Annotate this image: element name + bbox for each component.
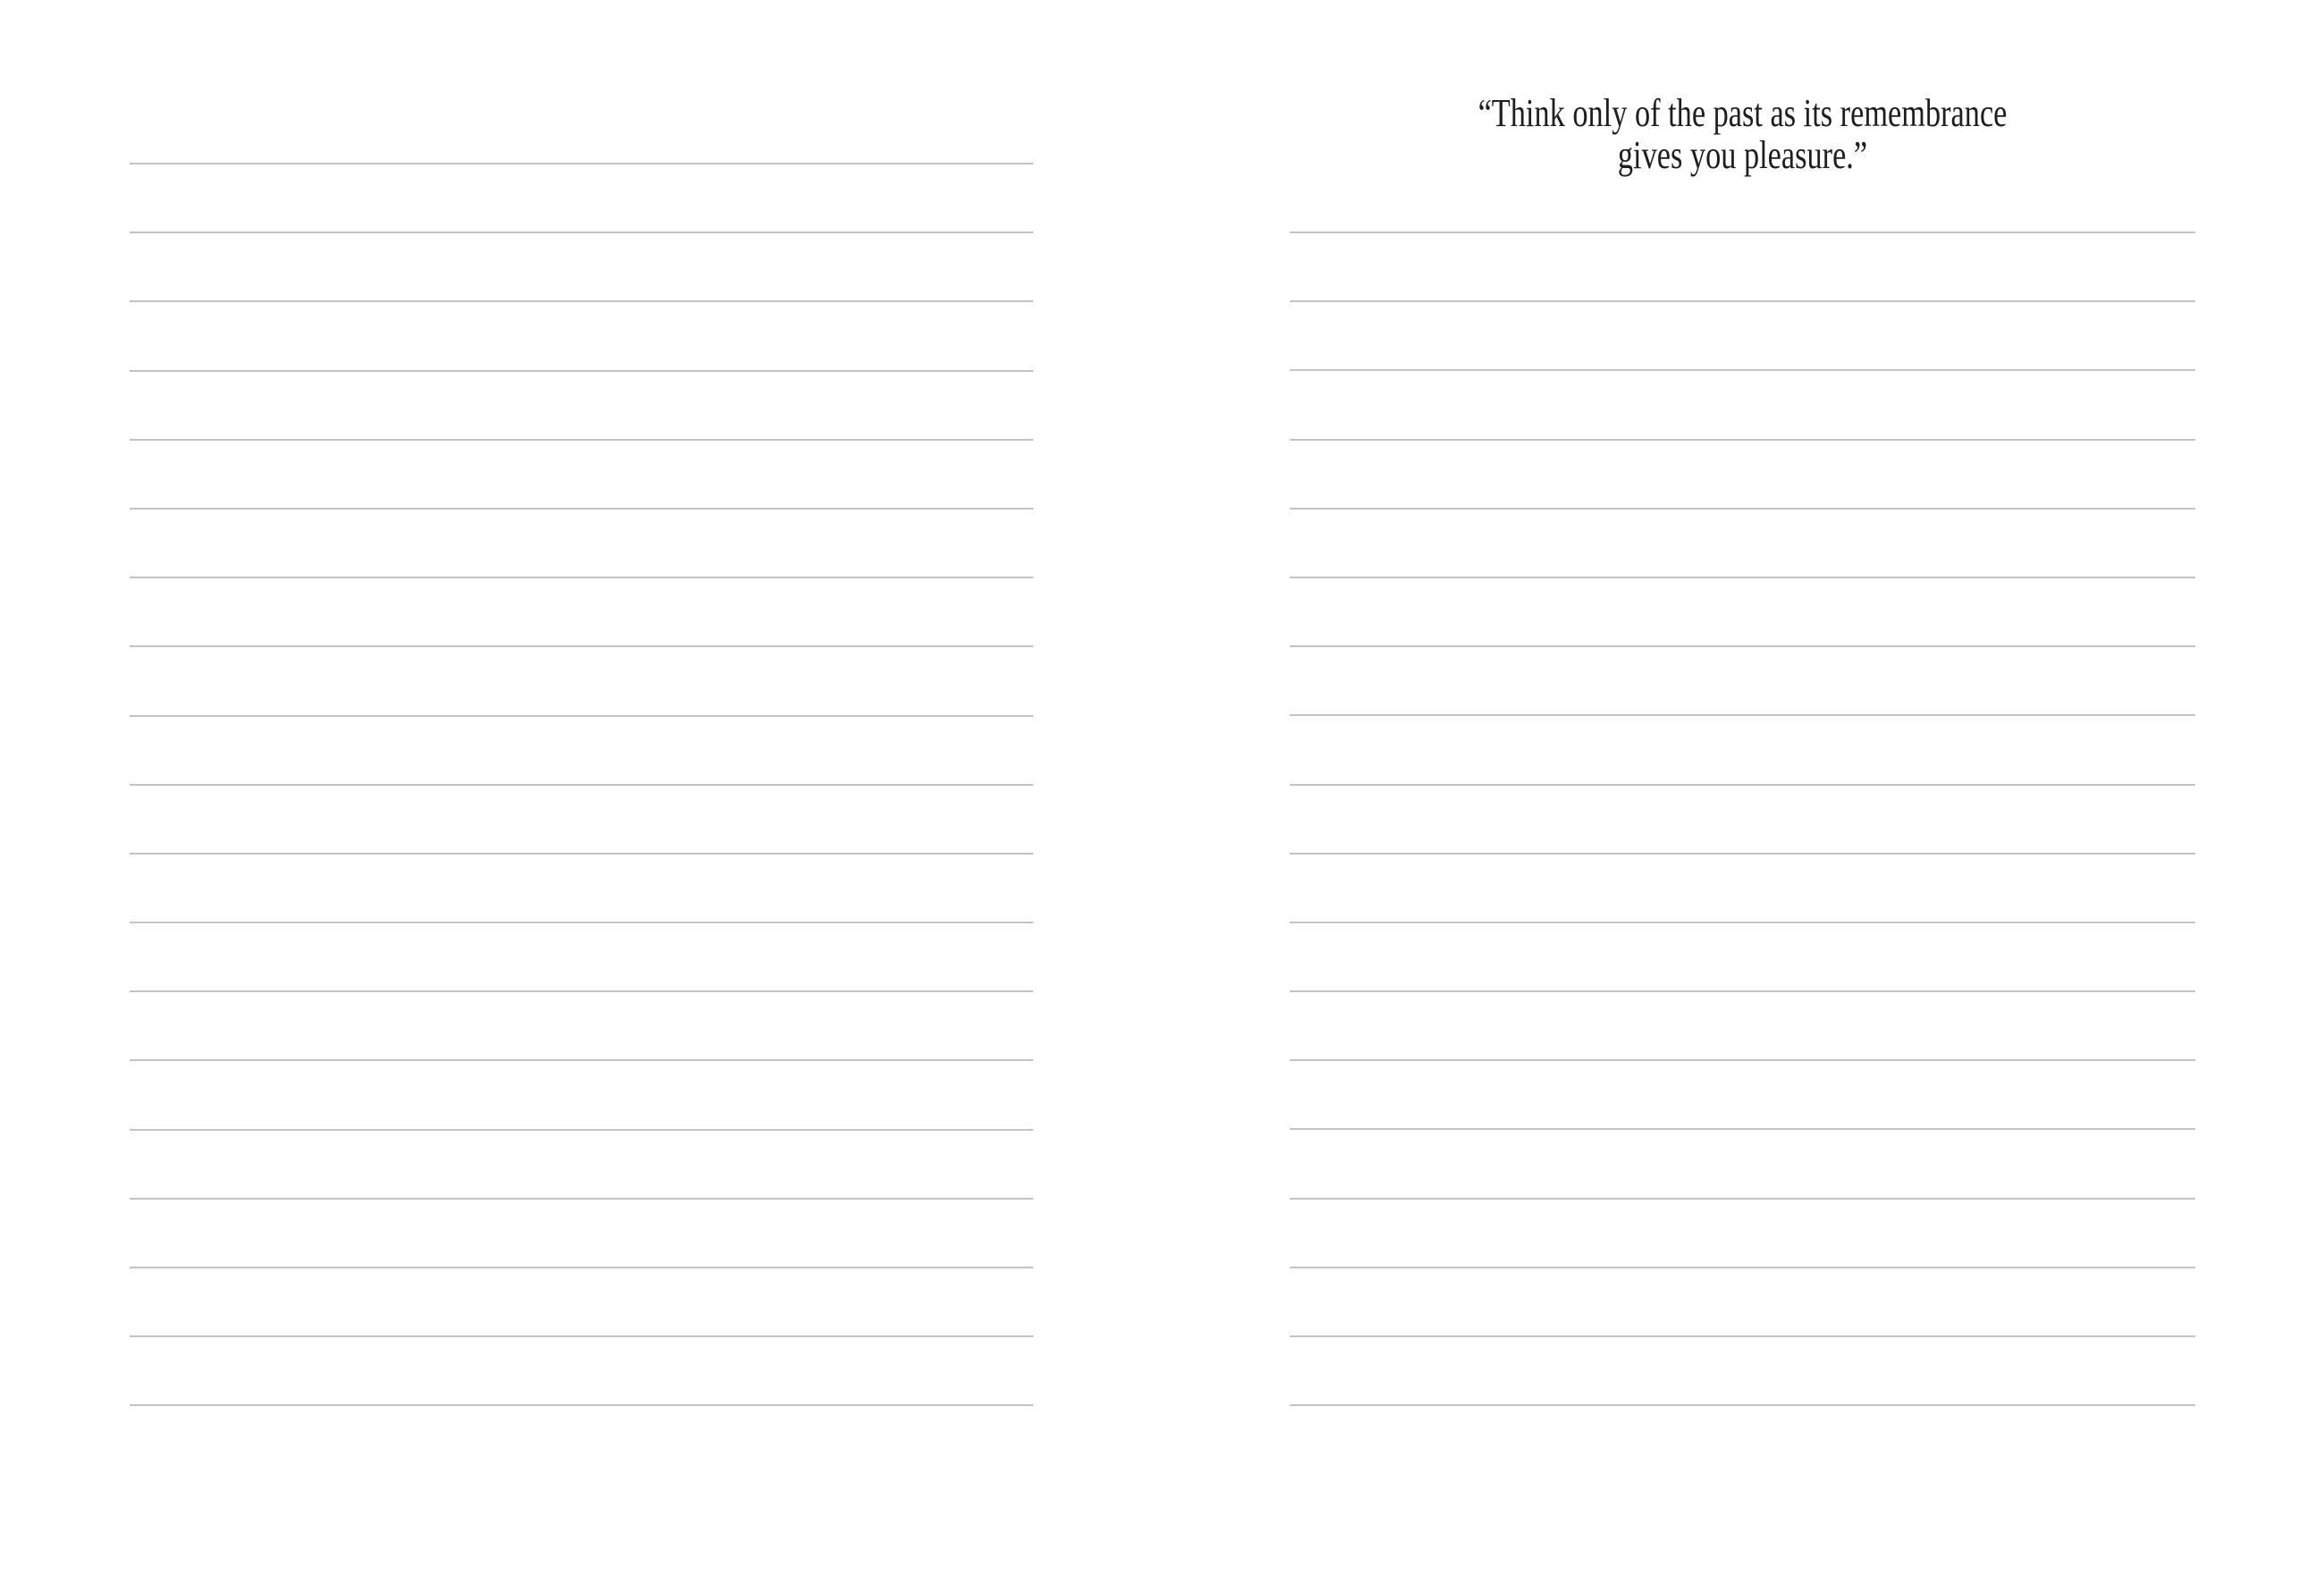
ruled-line bbox=[1290, 853, 2195, 855]
ruled-line bbox=[1290, 645, 2195, 647]
ruled-line bbox=[1290, 1335, 2195, 1337]
ruled-line bbox=[130, 1335, 1033, 1337]
ruled-line bbox=[1290, 990, 2195, 992]
ruled-lines-right bbox=[1290, 232, 2195, 1406]
ruled-line bbox=[1290, 1059, 2195, 1061]
ruled-line bbox=[130, 300, 1033, 302]
ruled-line bbox=[130, 1129, 1033, 1131]
ruled-line bbox=[1290, 1128, 2195, 1130]
ruled-line bbox=[130, 853, 1033, 855]
ruled-line bbox=[1290, 922, 2195, 923]
ruled-line bbox=[130, 577, 1033, 578]
ruled-line bbox=[1290, 232, 2195, 233]
ruled-line bbox=[130, 163, 1033, 164]
quote-line-2: gives you pleasure.” bbox=[1617, 133, 1868, 177]
ruled-line bbox=[130, 1198, 1033, 1200]
ruled-line bbox=[130, 1059, 1033, 1061]
ruled-line bbox=[1290, 508, 2195, 510]
ruled-line bbox=[1290, 784, 2195, 786]
ruled-line bbox=[130, 1404, 1033, 1406]
ruled-line bbox=[130, 922, 1033, 923]
ruled-line bbox=[1290, 1267, 2195, 1268]
ruled-line bbox=[130, 990, 1033, 992]
ruled-line bbox=[130, 715, 1033, 717]
ruled-lines-left bbox=[130, 163, 1033, 1406]
ruled-line bbox=[130, 645, 1033, 647]
quote-line-1: “Think only of the past as its remembrance bbox=[1478, 91, 2008, 135]
ruled-line bbox=[1290, 439, 2195, 441]
ruled-line bbox=[130, 784, 1033, 786]
ruled-line bbox=[1290, 1198, 2195, 1200]
ruled-line bbox=[130, 232, 1033, 233]
ruled-line bbox=[1290, 577, 2195, 578]
ruled-line bbox=[1290, 1404, 2195, 1406]
ruled-line bbox=[130, 370, 1033, 372]
ruled-line bbox=[130, 508, 1033, 510]
ruled-line bbox=[1290, 300, 2195, 302]
ruled-line bbox=[130, 439, 1033, 441]
quote bbox=[1389, 92, 2095, 176]
ruled-line bbox=[1290, 369, 2195, 371]
ruled-line bbox=[1290, 714, 2195, 716]
ruled-line bbox=[130, 1267, 1033, 1268]
right-page bbox=[1162, 0, 2324, 1575]
